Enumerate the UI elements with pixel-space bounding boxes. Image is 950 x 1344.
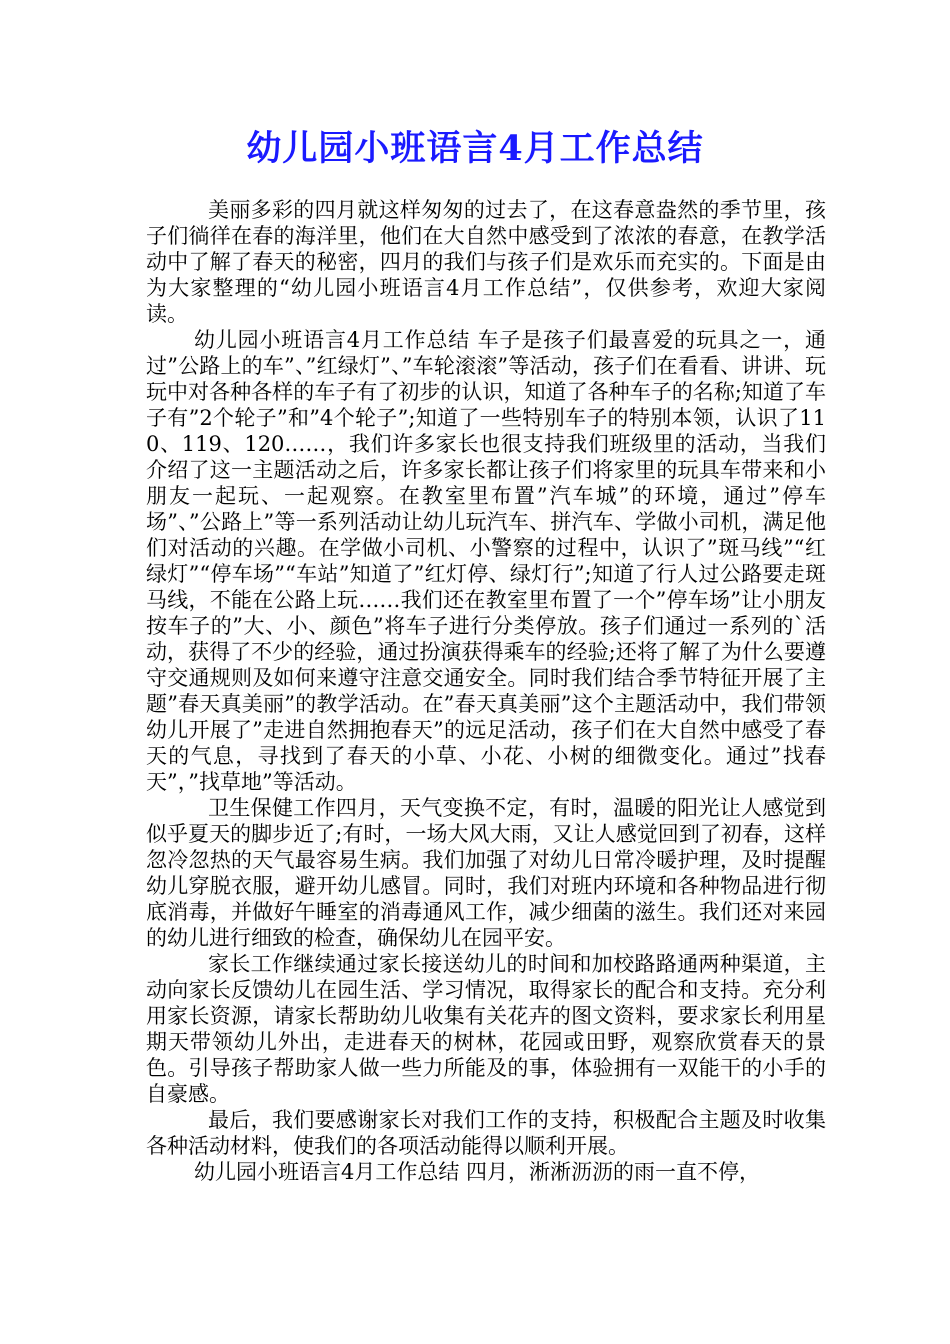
document-title: 幼儿园小班语言4月工作总结 xyxy=(246,128,704,169)
paragraph-second-summary: 幼儿园小班语言4月工作总结 四月，淅淅沥沥的雨一直不停， xyxy=(194,1160,761,1184)
paragraph-intro: 美丽多彩的四月就这样匆匆的过去了，在这春意盎然的季节里，孩子们徜徉在春的海洋里，他们在大自然中感受到了浓浓的春意，在教学活动中了解了春天的秘密，四月的我们与孩子们是欢乐而充实的。下面是由为大家整理的“幼儿园小班语言4月工作总结”，仅供参考，欢迎大家阅读。 xyxy=(146,198,826,326)
paragraph-health-care: 卫生保健工作四月，天气变换不定，有时，温暖的阳光让人感觉到似乎夏天的脚步近了;有时，一场大风大雨，又让人感觉回到了初春，这样忽冷忽热的天气最容易生病。我们加强了对幼儿日常冷暖护理，及时提醒幼儿穿脱衣服，避开幼儿感冒。同时，我们对班内环境和各种物品进行彻底消毒，并做好午睡室的消毒通风工作，减少细菌的滋生。我们还对来园的幼儿进行细致的检查，确保幼儿在园平安。 xyxy=(146,796,826,950)
paragraph-parent-work: 家长工作继续通过家长接送幼儿的时间和加校路路通两种渠道，主动向家长反馈幼儿在园生活、学习情况，取得家长的配合和支持。充分利用家长资源，请家长帮助幼儿收集有关花卉的图文资料，要求家长利用星期天带领幼儿外出，走进春天的树林，花园或田野，观察欣赏春天的景色。引导孩子帮助家人做一些力所能及的事，体验拥有一双能干的小手的自豪感。 xyxy=(146,952,826,1106)
document-body xyxy=(146,197,826,1185)
paragraph-closing: 最后，我们要感谢家长对我们工作的支持，积极配合主题及时收集各种活动材料，使我们的各项活动能得以顺利开展。 xyxy=(146,1108,826,1158)
paragraph-vehicles-theme: 幼儿园小班语言4月工作总结 车子是孩子们最喜爱的玩具之一，通过”公路上的车”、”红绿灯”、”车轮滚滚”等活动，孩子们在看看、讲讲、玩玩中对各种各样的车子有了初步的认识，知道了各种车子的名称;知道了车子有”2个轮子”和”4个轮子”;知道了一些特别车子的特别本领，认识了110、119、120……，我们许多家长也很支持我们班级里的活动，当我们介绍了这一主题活动之后，许多家长都让孩子们将家里的玩具车带来和小朋友一起玩、一起观察。在教室里布置”汽车城”的环境，通过”停车场”、”公路上”等一系列活动让幼儿玩汽车、拼汽车、学做小司机，满足他们对活动的兴趣。在学做小司机、小警察的过程中，认识了”斑马线”“红绿灯”“停车场”“车站”知道了”红灯停、绿灯行”;知道了行人过公路要走斑马线，不能在公路上玩……我们还在教室里布置了一个”停车场”让小朋友按车子的”大、小、颜色”将车子进行分类停放。孩子们通过一系列的`活动，获得了不少的经验，通过扮演获得乘车的经验;还将了解了为什么要遵守交通规则及如何来遵守注意交通安全。同时我们结合季节特征开展了主题”春天真美丽”的教学活动。在”春天真美丽”这个主题活动中，我们带领幼儿开展了”走进自然拥抱春天”的远足活动，孩子们在大自然中感受了春天的气息，寻找到了春天的小草、小花、小树的细微变化。通过”找春天”，”找草地”等活动。 xyxy=(146,328,826,794)
